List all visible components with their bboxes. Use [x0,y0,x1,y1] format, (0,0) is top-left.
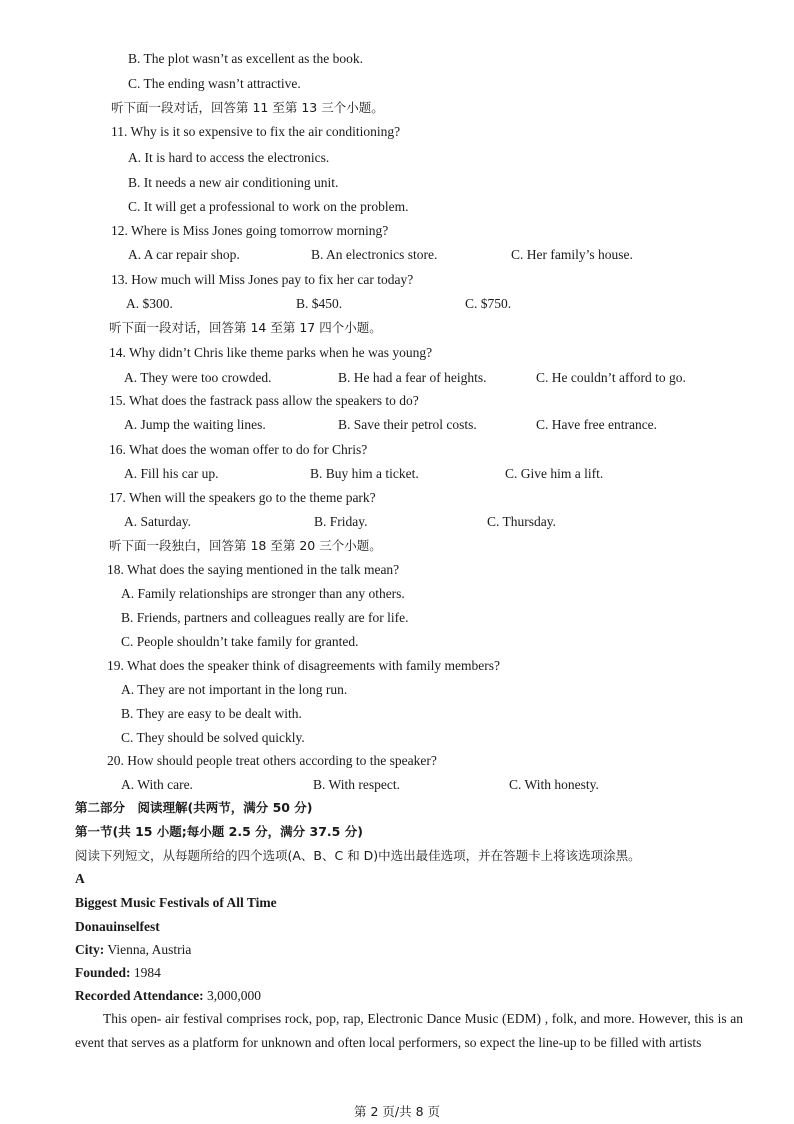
q17-option-b: B. Friday. [314,514,368,529]
q12-option-a: A. A car repair shop. [128,247,240,262]
q16-option-c: C. Give him a lift. [505,466,604,481]
q18-option-a: A. Family relationships are stronger than any others. [121,586,405,601]
q15-option-a: A. Jump the waiting lines. [124,417,266,432]
q20-option-b: B. With respect. [313,777,400,792]
q13-option-b: B. $450. [296,296,343,311]
q20-option-c: C. With honesty. [509,777,599,792]
festival-city [75,942,191,958]
q11-option-b: B. It needs a new air conditioning unit. [128,175,339,190]
section1-heading: 第一节(共 15 小题;每小题 2.5 分，满分 37.5 分) [75,824,363,839]
passage-title: Biggest Music Festivals of All Time [75,895,277,910]
q16-option-b: B. Buy him a ticket. [310,466,419,481]
q14-option-b: B. He had a fear of heights. [338,370,487,385]
q10-option-b: B. The plot wasn’t as excellent as the book. [128,51,363,66]
q17-stem: 17. When will the speakers go to the theme park? [109,490,376,505]
q19-option-c: C. They should be solved quickly. [121,730,305,745]
q12-stem: 12. Where is Miss Jones going tomorrow morning? [111,223,389,238]
attendance-value: 3,000,000 [206,988,261,1003]
q19-option-b: B. They are easy to be dealt with. [121,706,302,721]
q15-option-c: C. Have free entrance. [536,417,658,432]
q12-option-b: B. An electronics store. [311,247,438,262]
passage-letter: A [75,871,85,886]
q15-option-b: B. Save their petrol costs. [338,417,477,432]
city-label: City: [75,942,105,957]
q14-option-c: C. He couldn’t afford to go. [536,370,686,385]
festival-name: Donauinselfest [75,919,160,934]
founded-label: Founded: [75,965,131,980]
q11-stem: 11. Why is it so expensive to fix the air conditioning? [111,124,401,139]
instruction-14-17: 听下面一段对话，回答第 14 至第 17 四个小题。 [109,320,382,335]
passage-paragraph: This open- air festival comprises rock, pop, rap, Electronic Dance Music (EDM) , folk, and more. However, this is an event that serves as a platform for unknown and often local performers, so expect the line-up to be filled with artists [75,1011,743,1050]
q16-stem: 16. What does the woman offer to do for Chris? [109,442,368,457]
attendance-label: Recorded Attendance: [75,988,204,1003]
q13-option-a: A. $300. [126,296,173,311]
founded-value: 1984 [133,965,161,980]
page-footer: 第 2 页/共 8 页 [353,1104,440,1119]
q18-option-b: B. Friends, partners and colleagues really are for life. [121,610,409,625]
q14-option-a: A. They were too crowded. [124,370,272,385]
q15-stem: 15. What does the fastrack pass allow the speakers to do? [109,393,419,408]
city-value: Vienna, Austria [107,942,192,957]
q11-option-c: C. It will get a professional to work on the problem. [128,199,409,214]
q19-stem: 19. What does the speaker think of disagreements with family members? [107,658,501,673]
instruction-18-20: 听下面一段独白，回答第 18 至第 20 三个小题。 [109,538,382,553]
q11-option-a: A. It is hard to access the electronics. [128,150,330,165]
q17-option-c: C. Thursday. [487,514,556,529]
festival-founded [75,965,161,981]
q13-stem: 13. How much will Miss Jones pay to fix her car today? [111,272,414,287]
q14-stem: 14. Why didn’t Chris like theme parks when he was young? [109,345,433,360]
q19-option-a: A. They are not important in the long run. [121,682,348,697]
festival-attendance [75,988,261,1004]
q12-option-c: C. Her family’s house. [511,247,633,262]
reading-instruction: 阅读下列短文，从每题所给的四个选项(A、B、C 和 D)中选出最佳选项，并在答题卡上将该选项涂黑。 [75,848,641,863]
q16-option-a: A. Fill his car up. [124,466,219,481]
q13-option-c: C. $750. [465,296,512,311]
q20-stem: 20. How should people treat others according to the speaker? [107,753,437,768]
q20-option-a: A. With care. [121,777,193,792]
q18-option-c: C. People shouldn’t take family for granted. [121,634,359,649]
instruction-11-13: 听下面一段对话，回答第 11 至第 13 三个小题。 [111,100,384,115]
q18-stem: 18. What does the saying mentioned in the talk mean? [107,562,400,577]
q10-option-c: C. The ending wasn’t attractive. [128,76,301,91]
part2-heading: 第二部分 阅读理解(共两节，满分 50 分) [75,800,313,815]
q17-option-a: A. Saturday. [124,514,191,529]
